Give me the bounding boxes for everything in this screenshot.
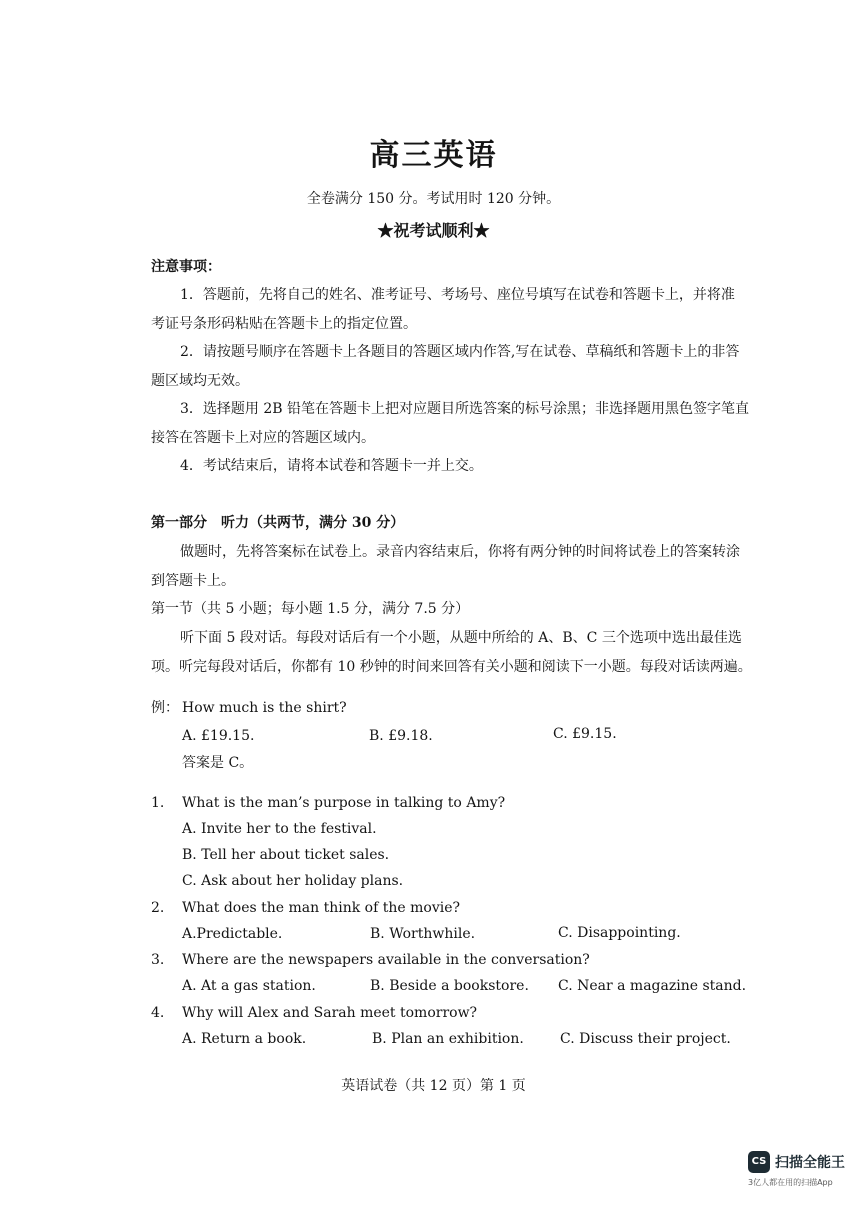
question-option: A. Invite her to the festival. [182, 821, 377, 837]
question-text: What does the man think of the movie? [182, 900, 460, 916]
question-option: B. Worthwhile. [370, 926, 476, 942]
question-option: A. At a gas station. [182, 978, 316, 994]
blessing-line: ★祝考试顺利★ [377, 221, 490, 240]
section1-heading: 第一节（共 5 小题；每小题 1.5 分，满分 7.5 分） [151, 601, 470, 617]
example-option-a: A. £19.15. [182, 728, 255, 744]
page-footer: 英语试卷（共 12 页）第 1 页 [341, 1078, 526, 1094]
question-option: C. Disappointing. [558, 925, 681, 941]
example-answer: 答案是 C。 [182, 755, 254, 771]
question-number: 3. [151, 952, 165, 968]
question-text: Why will Alex and Sarah meet tomorrow? [182, 1005, 478, 1021]
question-text: What is the man’s purpose in talking to Amy? [182, 795, 506, 811]
notice-item-3-line1: 3．选择题用 2B 铅笔在答题卡上把对应题目所选答案的标号涂黑；非选择题用黑色签字笔直 [180, 401, 750, 417]
question-number: 4. [151, 1005, 165, 1021]
question-option: B. Beside a bookstore. [370, 978, 529, 994]
part1-intro-line1: 做题时，先将答案标在试卷上。录音内容结束后，你将有两分钟的时间将试卷上的答案转涂 [180, 544, 740, 560]
question-option: A.Predictable. [182, 926, 283, 942]
notice-item-2-line1: 2．请按题号顺序在答题卡上各题目的答题区域内作答,写在试卷、草稿纸和答题卡上的非答 [180, 344, 740, 360]
part1-intro-line2: 到答题卡上。 [151, 573, 235, 589]
question-number: 1. [151, 795, 165, 811]
notice-heading: 注意事项： [151, 259, 221, 275]
notice-item-1-line2: 考证号条形码粘贴在答题卡上的指定位置。 [151, 316, 417, 332]
notice-item-2-line2: 题区域均无效。 [151, 373, 249, 389]
watermark-app-name: 扫描全能王 [775, 1155, 845, 1171]
question-option: C. Discuss their project. [560, 1031, 731, 1047]
question-text: Where are the newspapers available in the conversation? [182, 952, 590, 968]
watermark-tagline: 3亿人都在用的扫描App [748, 1178, 833, 1187]
scanner-watermark [748, 1151, 860, 1195]
question-option: B. Plan an exhibition. [372, 1031, 524, 1047]
part1-heading: 第一部分 听力（共两节，满分 30 分） [151, 515, 405, 531]
question-option: C. Ask about her holiday plans. [182, 873, 404, 889]
example-option-c: C. £9.15. [553, 726, 617, 742]
notice-item-1-line1: 1．答题前，先将自己的姓名、准考证号、考场号、座位号填写在试卷和答题卡上，并将准 [180, 287, 735, 303]
question-option: A. Return a book. [182, 1031, 307, 1047]
exam-subtitle: 全卷满分 150 分。考试用时 120 分钟。 [306, 191, 561, 207]
example-prefix: 例： [151, 700, 179, 716]
example-option-b: B. £9.18. [369, 728, 433, 744]
question-option: B. Tell her about ticket sales. [182, 847, 390, 863]
example-question: How much is the shirt? [182, 700, 347, 716]
section1-instruction-line2: 项。听完每段对话后，你都有 10 秒钟的时间来回答有关小题和阅读下一小题。每段对话读两遍。 [151, 659, 752, 675]
question-option: C. Near a magazine stand. [558, 978, 747, 994]
camscanner-logo-icon: CS [748, 1151, 770, 1173]
notice-item-3-line2: 接答在答题卡上对应的答题区域内。 [151, 430, 375, 446]
question-number: 2. [151, 900, 165, 916]
exam-title: 高三英语 [369, 138, 498, 173]
notice-item-4-line1: 4．考试结束后，请将本试卷和答题卡一并上交。 [180, 458, 483, 474]
section1-instruction-line1: 听下面 5 段对话。每段对话后有一个小题，从题中所给的 A、B、C 三个选项中选出最佳选 [180, 630, 742, 646]
